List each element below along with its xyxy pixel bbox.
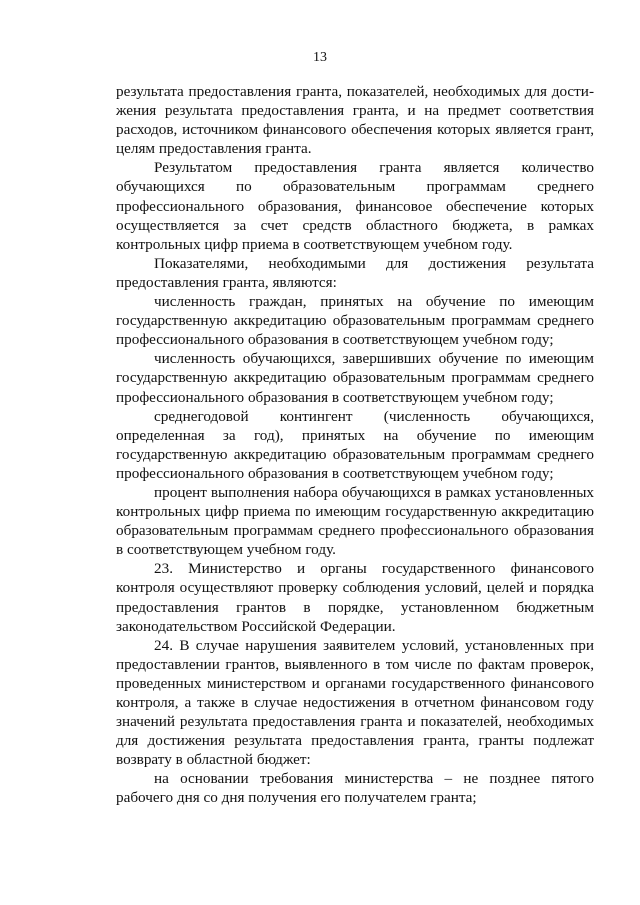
paragraph-indicators-intro: Показателями, необходимыми для достижения результата предоставления гранта, являются: [116,254,594,291]
paragraph-clause-24: 24. В случае нарушения заявителем условий, установленных при предоставлении грантов, выявленного в том числе по фактам проверок, проведенных министерством и органами государственного финансового контроля, а также в случае недостижения в отчетном финансовом году значений результата предоставления гранта и показателей, необходимых для достижения результата предоставления гранта, гранты подлежат возврату в областной бюджет: [116,636,594,769]
list-item-enrollment-percent: процент выполнения набора обучающихся в рамках установленных контрольных цифр приема по имеющим государственную аккредитацию образовательным программам среднего профессионального образования в соответствующем учебном году. [116,483,594,559]
list-item-ministry-requirement: на основании требования министерства – не позднее пятого рабочего дня со дня получения его получателем гранта; [116,770,594,807]
document-body [116,82,594,808]
paragraph-continuation: результата предоставления гранта, показателей, необходимых для достижения результата предоставления гранта, и на предмет соответствия расходов, источником финансового обеспечения которых является грант, целям предоставления гранта. [116,83,594,158]
list-item-admitted-count: численность граждан, принятых на обучение по имеющим государственную аккредитацию образовательным программам среднего профессионального образования в соответствующем учебном году; [116,293,594,349]
paragraph-grant-result: Результатом предоставления гранта является количество обучающихся по образовательным программам среднего профессионального образования, финансовое обеспечение которых осуществляется за счет средств областного бюджета, в рамках контрольных цифр приема в соответствующем учебном году. [116,159,594,253]
list-item-average-contingent: среднегодовой контингент (численность обучающихся, определенная за год), принятых на обучение по имеющим государственную аккредитацию образовательным программам среднего профессионального образования в соответствующем учебном году; [116,407,594,482]
paragraph-clause-23: 23. Министерство и органы государственного финансового контроля осуществляют проверку соблюдения условий, целей и порядка предоставления грантов в порядке, установленном бюджетным законодательством Российской Федерации. [116,560,594,635]
page-number: 13 [313,50,327,65]
list-item-graduated-count: численность обучающихся, завершивших обучение по имеющим государственную аккредитацию образовательным программам среднего профессионального образования в соответствующем учебном году; [116,350,594,406]
